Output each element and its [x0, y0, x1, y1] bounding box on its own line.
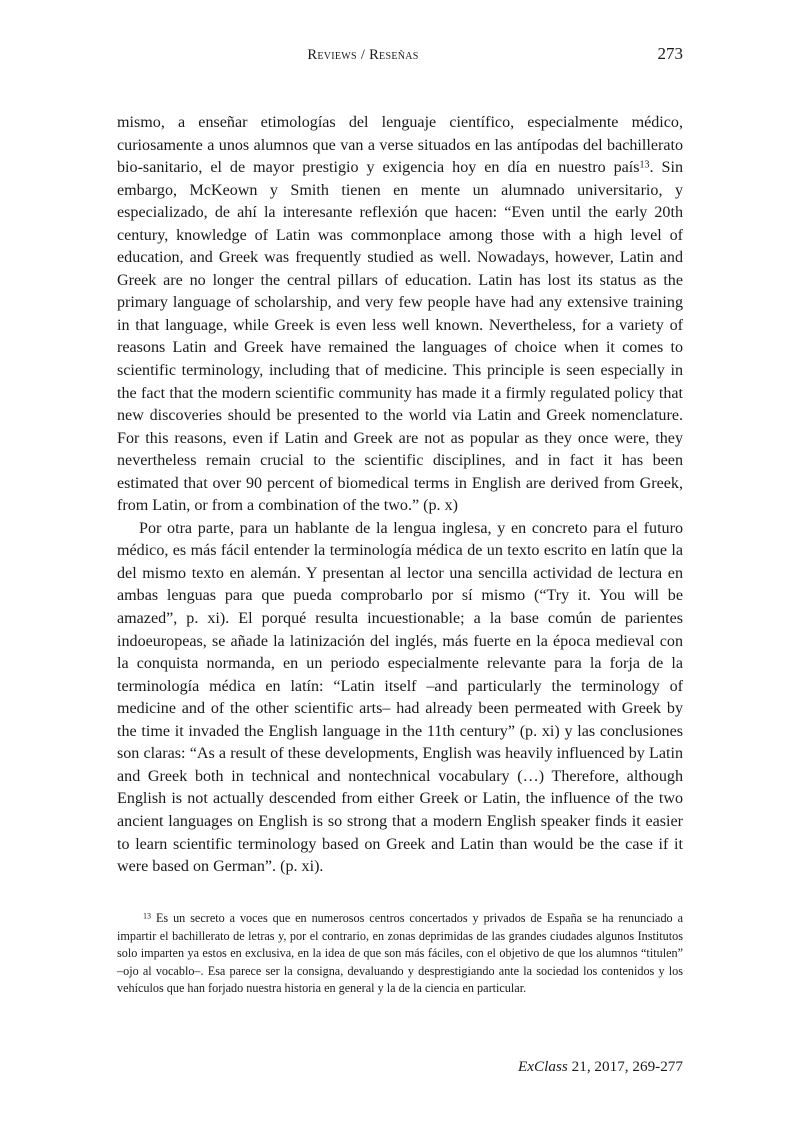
footnote-block — [117, 910, 683, 998]
paragraph-2: Por otra parte, para un hablante de la lengua inglesa, y en concreto para el futuro médico, es más fácil entender la terminología médica de un texto escrito en latín que la del mismo texto en alemán. Y presentan al lector una sencilla actividad de lectura en ambas lenguas para que pueda comprobarlo por sí mismo (“Try it. You will be amazed”, p. xi). El porqué resulta incuestionable; a la base común de parientes indoeuropeas, se añade la latinización del inglés, más fuerte en la época medieval con la conquista normanda, en un periodo especialmente relevante para la forja de la terminología médica en latín: “Latin itself –and particularly the terminology of medicine and of the other scientific arts– had already been permeated with Greek by the time it invaded the English language in the 11th century” (p. xi) y las conclusiones son claras: “As a result of these developments, English was heavily influenced by Latin and Greek both in technical and nontechnical vocabulary (…) Therefore, although English is not actually descended from either Greek or Latin, the influence of the two ancient languages on English is so strong that a modern English speaker finds it easier to learn scientific terminology based on Greek and Latin than would be the case if it were based on German”. (p. xi). — [117, 519, 683, 876]
page-footer — [117, 1058, 683, 1076]
running-head-title: Reviews / Reseñas — [307, 47, 419, 63]
footnote-reference-marker[interactable]: 13 — [639, 159, 650, 171]
paragraph-1-text: mismo, a enseñar etimologías del lenguaje científico, especialmente médico, curiosamente a unos alumnos que van a verse situados en las antípodas del bachillerato bio-sanitario, el de mayor prestigio y exigencia hoy en día en nuestro país — [117, 114, 683, 177]
paragraph-continued — [117, 112, 683, 518]
footnote-number: 13 — [143, 911, 152, 921]
footnote-13 — [117, 910, 683, 998]
page-number: 273 — [657, 44, 683, 63]
running-head — [117, 44, 683, 64]
journal-citation: 21, 2017, 269-277 — [567, 1058, 683, 1075]
journal-name: ExClass — [518, 1058, 568, 1075]
footnote-text: Es un secreto a voces que en numerosos centros concertados y privados de España se ha renunciado a impartir el bachillerato de letras y, por el contrario, en zonas deprimidas de las grandes ciudades algunos Institutos solo imparten ya estos en exclusiva, en la idea de que son más fáciles, con el objetivo de que los alumnos “titulen” –ojo al vocablo–. Esa parece ser la consigna, devaluando y desprestigiando ante la sociedad los contenidos y los vehículos que han forjado nuestra historia en general y la de la ciencia en particular. — [117, 911, 683, 996]
body-text-block — [117, 112, 683, 879]
paragraph-1-continuation: . Sin embargo, McKeown y Smith tienen en mente un alumnado universitario, y especializado, de ahí la interesante reflexión que hacen: “Even until the early 20th century, knowledge of Latin was commonplace among those with a high level of education, and Greek was frequently studied as well. Nowadays, however, Latin and Greek are no longer the central pillars of education. Latin has lost its status as the primary language of scholarship, and very few people have had any extensive training in that language, while Greek is even less well known. Nevertheless, for a variety of reasons Latin and Greek have remained the languages of choice when it comes to scientific terminology, including that of medicine. This principle is seen especially in the fact that the modern scientific community has made it a firmly regulated policy that new discoveries should be presented to the world via Latin and Greek nomenclature. For this reasons, even if Latin and Greek are not as popular as they once were, they nevertheless remain crucial to the scientific disciplines, and in fact it has been estimated that over 90 percent of biomedical terms in English are derived from Greek, from Latin, or from a combination of the two.” (p. x) — [117, 159, 683, 515]
